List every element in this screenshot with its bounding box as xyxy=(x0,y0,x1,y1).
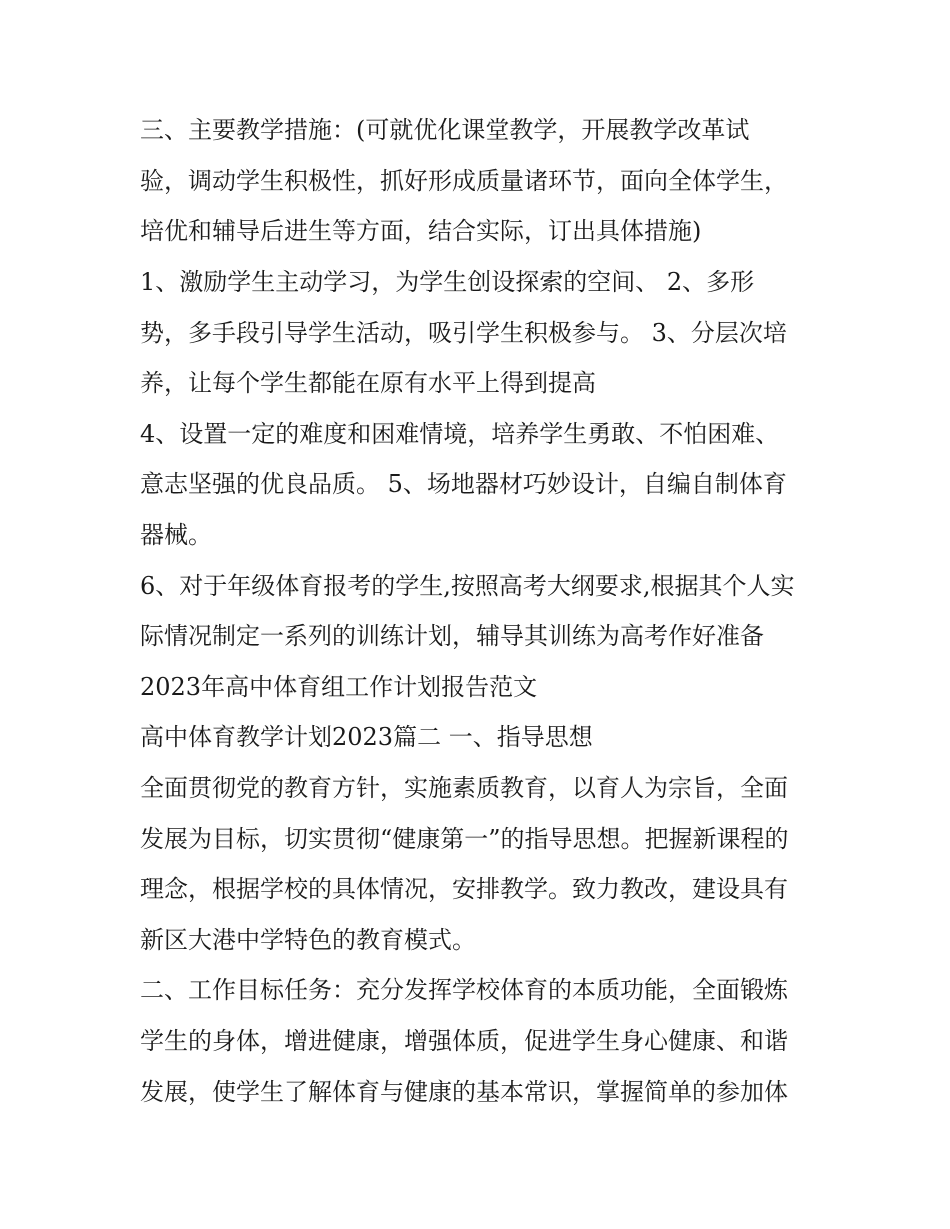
text-line: 理念，根据学校的具体情况，安排教学。致力教改，建设具有 xyxy=(140,875,788,903)
text-line: 2023年高中体育组工作计划报告范文 xyxy=(140,673,538,701)
text-line: 意志坚强的优良品质。 5、场地器材巧妙设计，自编自制体育 xyxy=(140,470,787,498)
text-line: 器械。 xyxy=(140,521,212,549)
text-line: 验，调动学生积极性，抓好形成质量诸环节，面向全体学生， xyxy=(140,167,788,195)
text-line: 4、设置一定的难度和困难情境，培养学生勇敢、不怕困难、 xyxy=(140,420,780,448)
text-line: 发展为目标，切实贯彻“健康第一”的指导思想。把握新课程的 xyxy=(140,825,789,853)
text-line: 际情况制定一系列的训练计划，辅导其训练为高考作好准备 xyxy=(140,622,764,650)
text-line: 三、主要教学措施：(可就优化课堂教学，开展教学改革试 xyxy=(140,116,750,144)
text-line: 培优和辅导后进生等方面，结合实际，订出具体措施) xyxy=(140,217,702,245)
text-line: 6、对于年级体育报考的学生,按照高考大纲要求,根据其个人实 xyxy=(140,572,795,600)
text-line: 二、工作目标任务：充分发挥学校体育的本质功能，全面锻炼 xyxy=(140,976,788,1004)
text-line: 全面贯彻党的教育方针，实施素质教育，以育人为宗旨，全面 xyxy=(140,774,788,802)
text-line: 养，让每个学生都能在原有水平上得到提高 xyxy=(140,369,596,397)
text-line: 学生的身体，增进健康，增强体质，促进学生身心健康、和谐 xyxy=(140,1027,788,1055)
text-line: 高中体育教学计划2023篇二 一、指导思想 xyxy=(140,723,593,751)
text-line: 势，多手段引导学生活动，吸引学生积极参与。 3、分层次培 xyxy=(140,319,787,347)
text-line: 新区大港中学特色的教育模式。 xyxy=(140,926,476,954)
text-line: 发展，使学生了解体育与健康的基本常识，掌握简单的参加体 xyxy=(140,1078,788,1106)
text-line: 1、激励学生主动学习，为学生创设探索的空间、 2、多形 xyxy=(140,268,755,296)
